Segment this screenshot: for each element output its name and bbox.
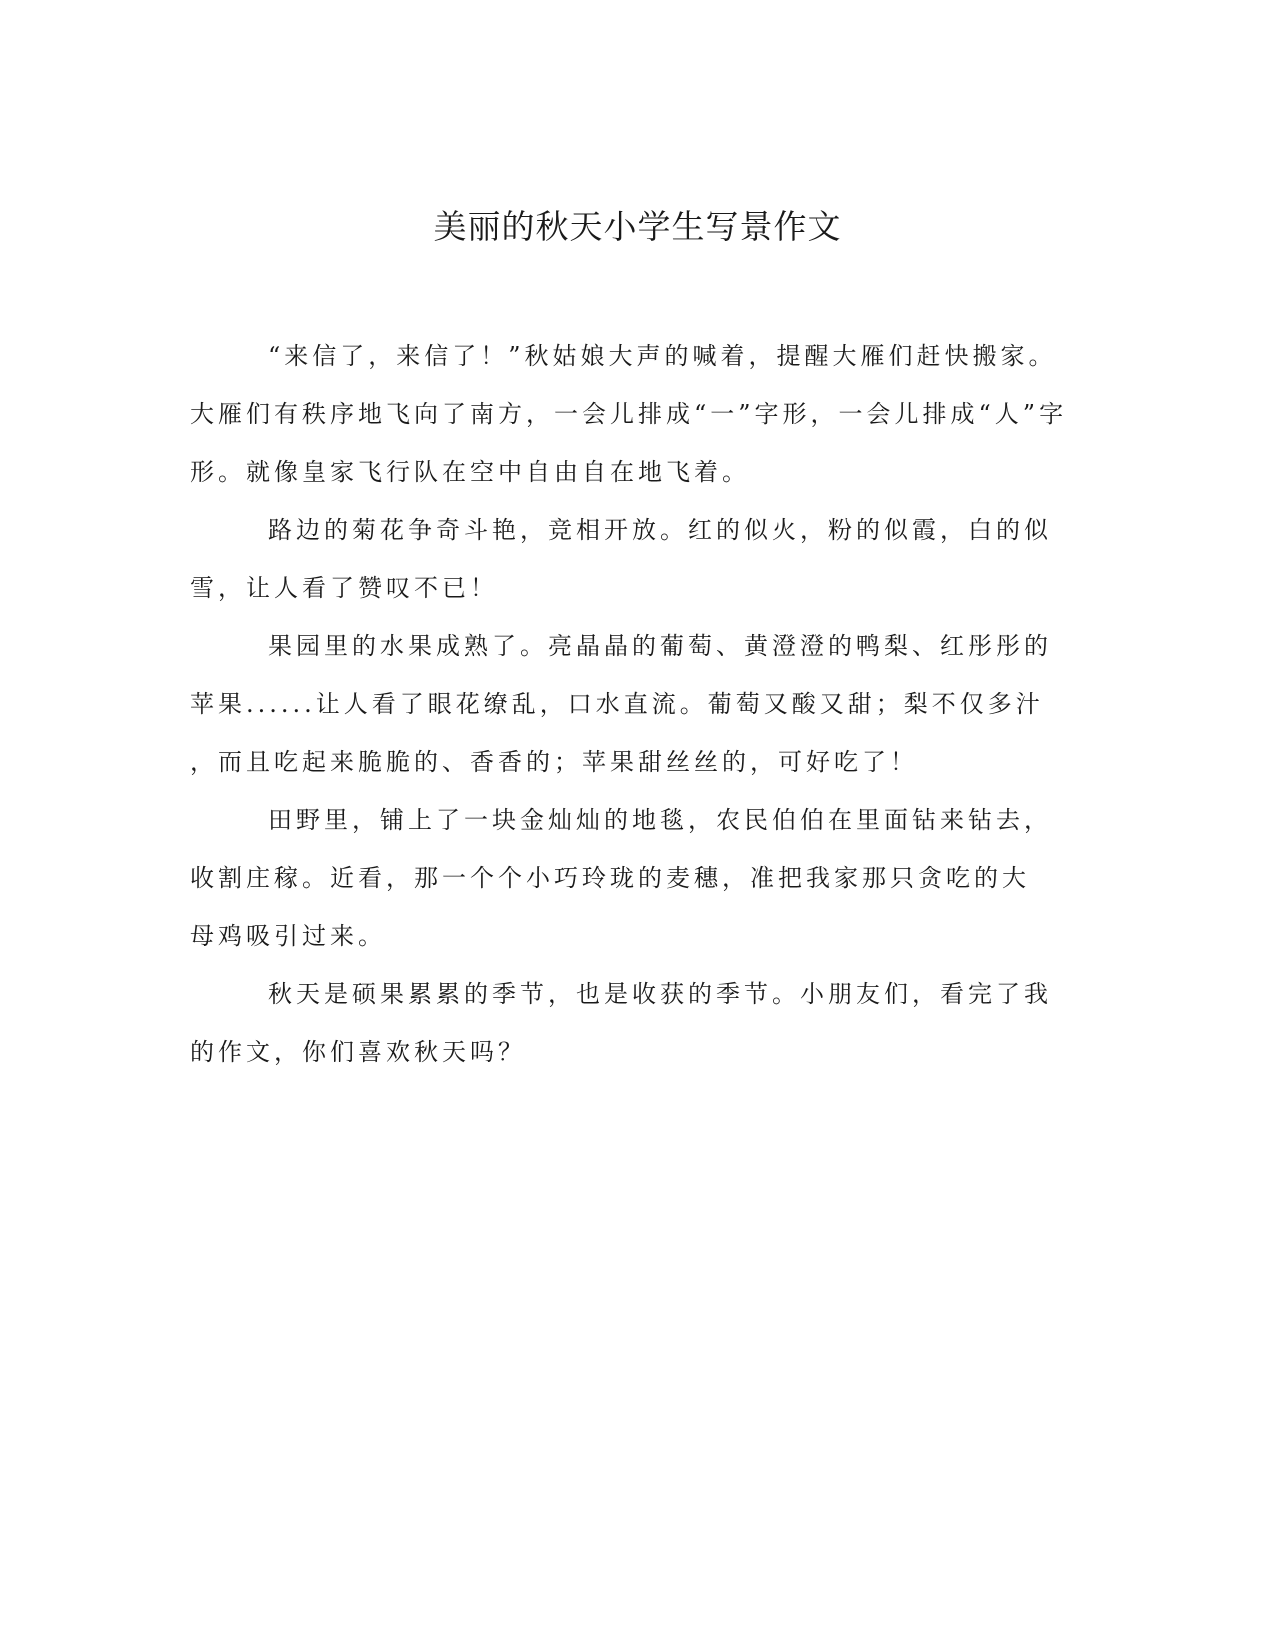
paragraph-5 [190, 965, 1090, 1081]
paragraph-3 [190, 617, 1090, 791]
paragraph-line: 秋天是硕果累累的季节，也是收获的季节。小朋友们，看完了我 [268, 980, 1052, 1008]
paragraph-line: 母鸡吸引过来。 [190, 922, 386, 950]
paragraph-line: 大雁们有秩序地飞向了南方，一会儿排成“一”字形，一会儿排成“人”字 [190, 400, 1068, 428]
paragraph-line: 雪，让人看了赞叹不已！ [190, 574, 498, 602]
paragraph-1 [190, 327, 1090, 501]
paragraph-line: 果园里的水果成熟了。亮晶晶的葡萄、黄澄澄的鸭梨、红彤彤的 [268, 632, 1052, 660]
document-title: 美丽的秋天小学生写景作文 [433, 207, 842, 246]
paragraph-line: 田野里，铺上了一块金灿灿的地毯，农民伯伯在里面钻来钻去， [268, 806, 1052, 834]
paragraph-line: 收割庄稼。近看，那一个个小巧玲珑的麦穗，准把我家那只贪吃的大 [190, 864, 1030, 892]
paragraph-line: 苹果......让人看了眼花缭乱，口水直流。葡萄又酸又甜；梨不仅多汁 [190, 690, 1044, 718]
paragraph-line: 的作文，你们喜欢秋天吗？ [190, 1038, 526, 1066]
paragraph-line: 路边的菊花争奇斗艳，竞相开放。红的似火，粉的似霞，白的似 [268, 516, 1052, 544]
paragraph-2 [190, 501, 1090, 617]
paragraph-line: 形。就像皇家飞行队在空中自由自在地飞着。 [190, 458, 750, 486]
paragraph-line: ，而且吃起来脆脆的、香香的；苹果甜丝丝的，可好吃了！ [190, 748, 918, 776]
paragraph-4 [190, 791, 1090, 965]
paragraph-line: “来信了，来信了！”秋姑娘大声的喊着，提醒大雁们赶快搬家。 [268, 342, 1057, 370]
document-body [190, 327, 1090, 1081]
